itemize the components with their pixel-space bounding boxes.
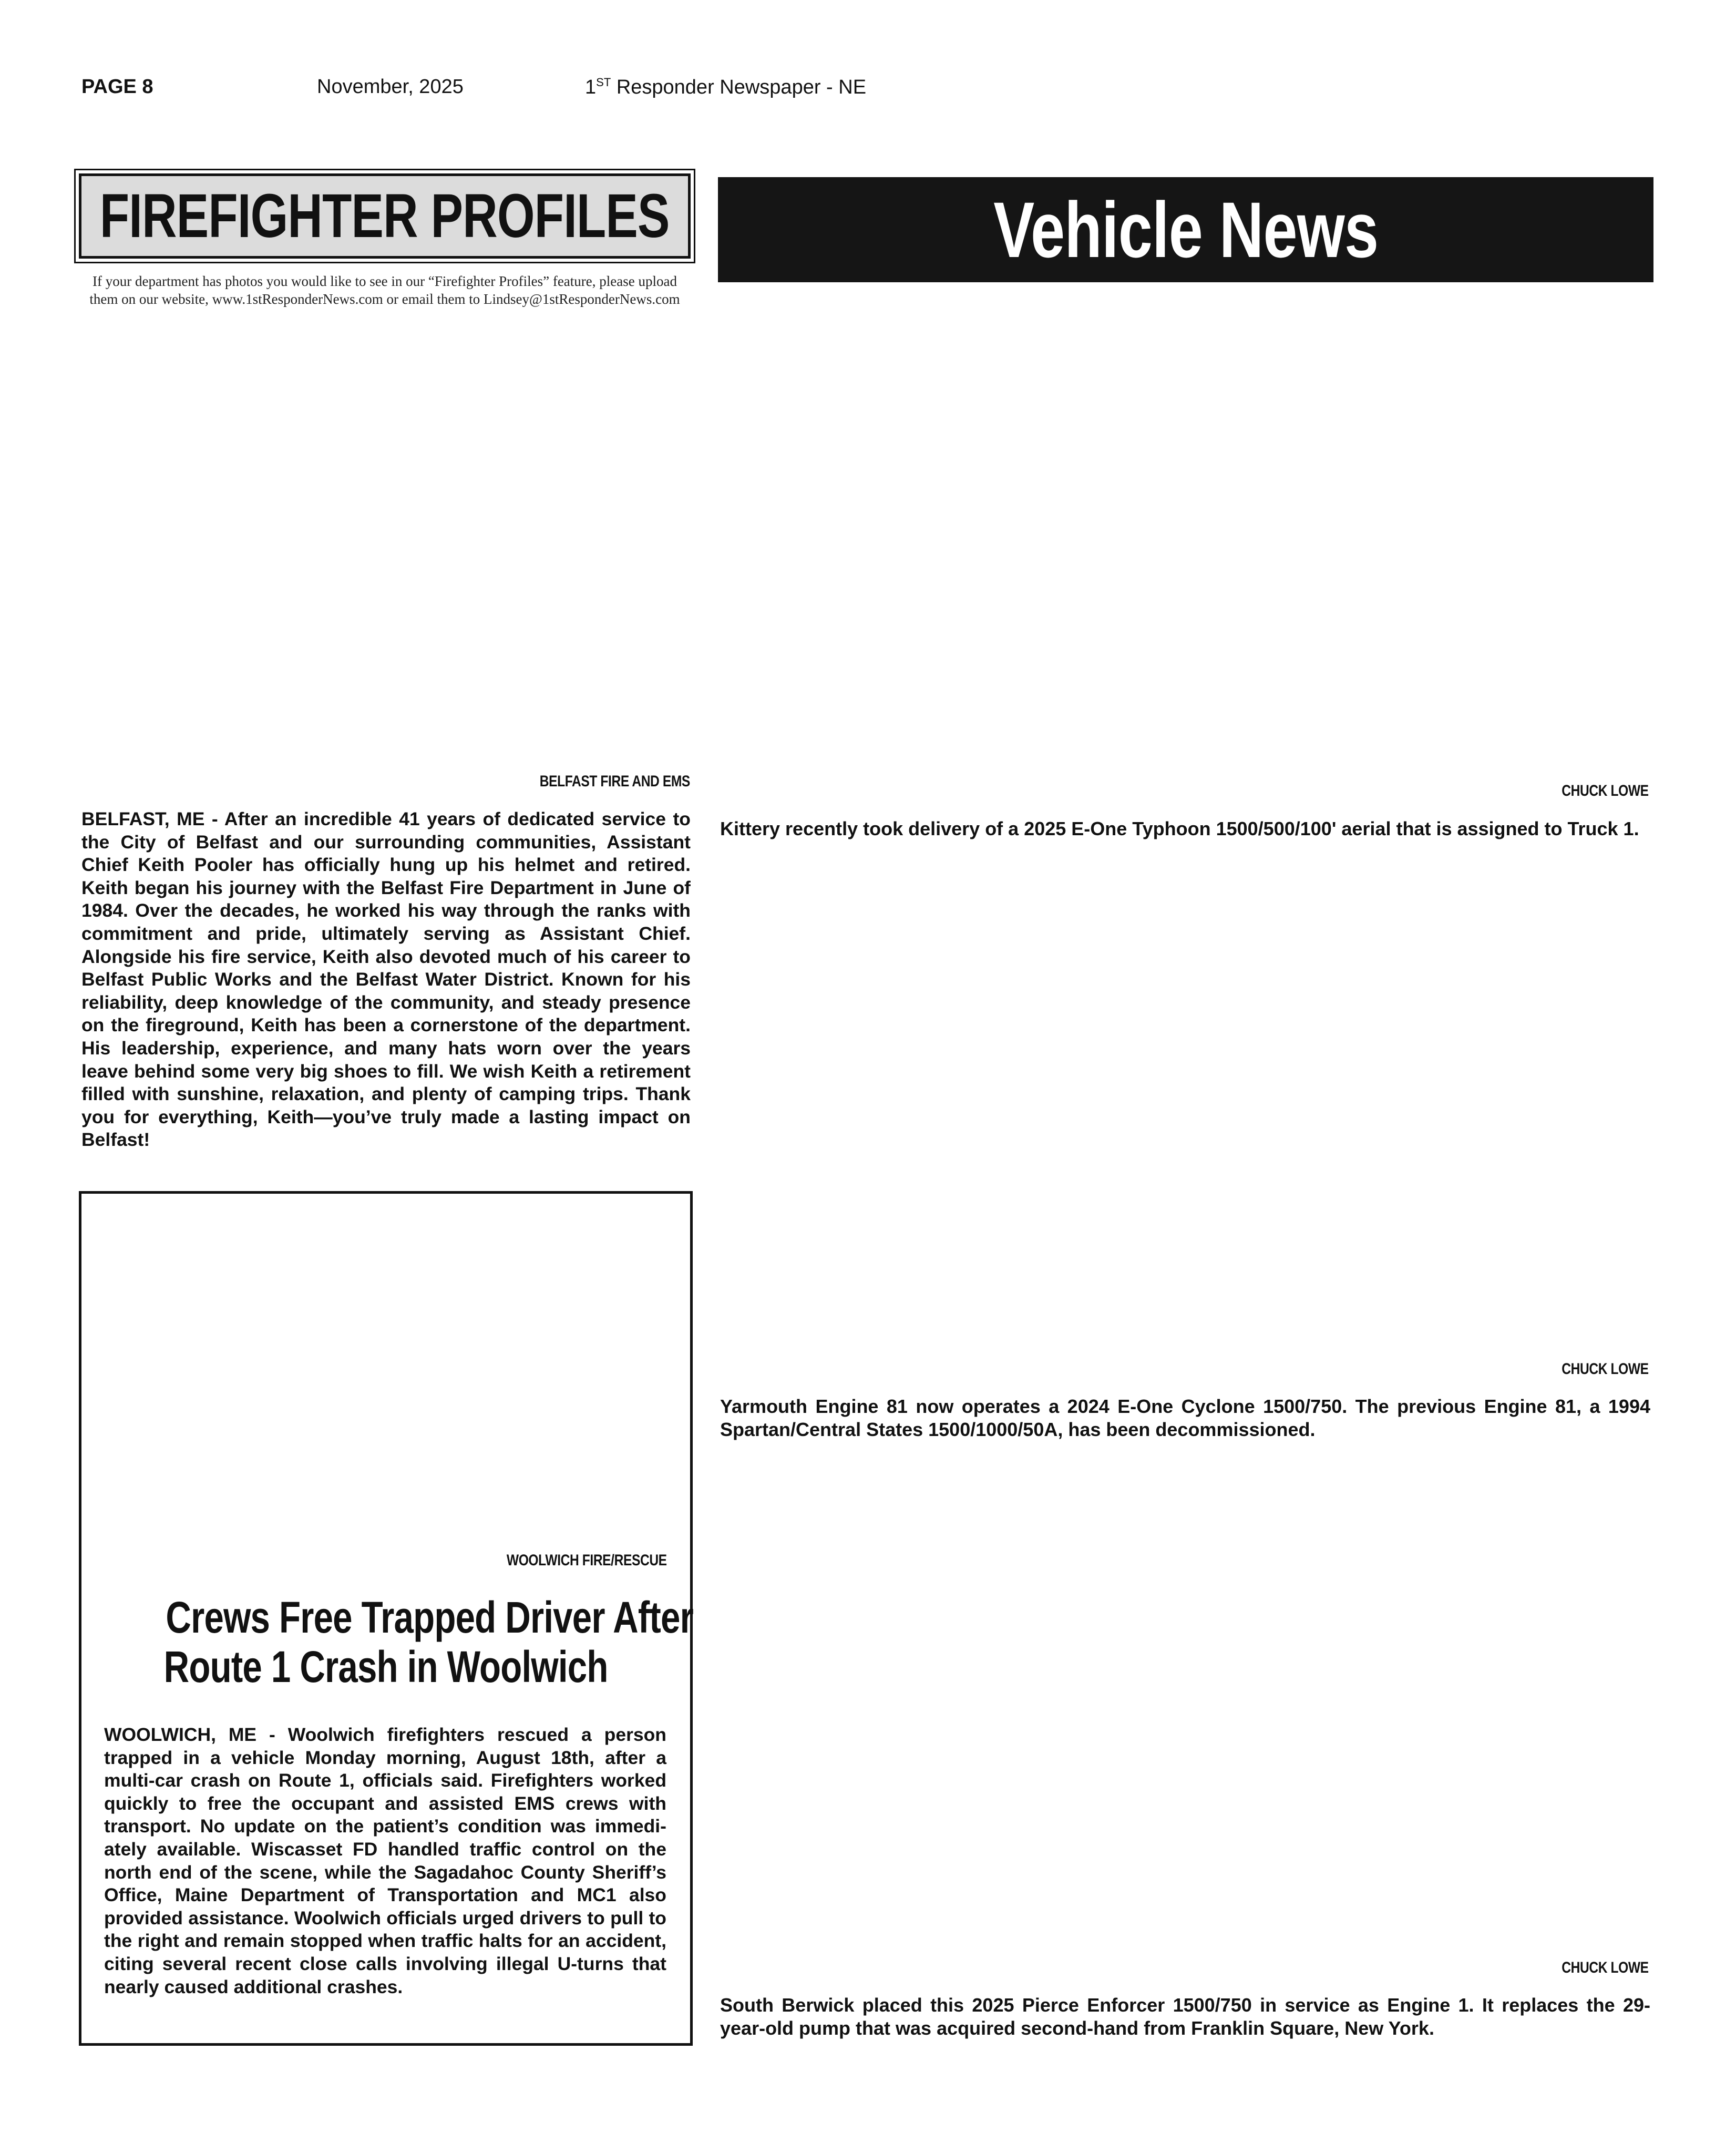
south-berwick-caption: South Berwick placed this 2025 Pierce Enforcer 1500/750 in service as Engine 1. It replaces the 29-year-old pump that was acquired second-hand from Franklin Square, New York. <box>720 1994 1650 2039</box>
kittery-photo-credit: CHUCK LOWE <box>1562 782 1649 799</box>
yarmouth-caption: Yarmouth Engine 81 now operates a 2024 E-One Cyclone 1500/750. The previous Engine 81, a 1994 Spartan/Central States 1500/1000/50A, has been decommissioned. <box>720 1396 1650 1440</box>
yarmouth-photo-credit: CHUCK LOWE <box>1562 1360 1649 1378</box>
newspaper-name-number: 1 <box>585 76 597 98</box>
kittery-caption: Kittery recently took delivery of a 2025 E-One Typhoon 1500/500/100' aerial that is assigned to Truck 1. <box>720 818 1639 839</box>
newspaper-name-superscript: ST <box>596 76 611 89</box>
vehicle-news-banner <box>718 177 1653 282</box>
newspaper-name-rest: Responder Newspaper - NE <box>611 76 867 98</box>
woolwich-headline <box>100 1593 693 1691</box>
woolwich-article-text: WOOLWICH, ME - Woolwich firefighters rescued a person trapped in a vehicle Monday morning, August 18th, after a multi-car crash on Route 1, officials said. Firefighters worked quickly to free the occupant and assisted EMS crews with transport. No update on the patient’s condition was immediately available. Wiscasset FD handled traffic control on the north end of the scene, while the Sagadahoc County Sheriff’s Office, Maine Department of Transportation and MC1 also provided assistance. Woolwich officials urged drivers to pull to the right and remain stopped when traffic halts for an accident, citing several recent close calls involving illegal U-turns that nearly caused additional crashes. <box>104 1724 666 1997</box>
woolwich-headline-line1: Crews Free Trapped Driver After <box>166 1593 693 1642</box>
vehicle-news-title: Vehicle News <box>993 185 1379 274</box>
south-berwick-photo-credit: CHUCK LOWE <box>1562 1959 1649 1976</box>
profiles-submission-note: If your department has photos you would like to see in our “Firefighter Profiles” feature, please upload them on our website, www.1stResponderNews.com or email them to Lindsey@1stResponderNews.com <box>89 273 680 307</box>
belfast-photo-credit: BELFAST FIRE AND EMS <box>539 773 690 790</box>
newspaper-name <box>585 77 866 97</box>
firefighter-profiles-title: FIREFIGHTER PROFILES <box>100 181 670 251</box>
page-number: PAGE 8 <box>81 76 153 98</box>
woolwich-photo-credit: WOOLWICH FIRE/RESCUE <box>507 1552 667 1569</box>
belfast-article-text: BELFAST, ME - After an incredible 41 years of dedicated service to the City of Belfast and our surrounding communities, Assistant Chief Keith Pooler has officially hung up his helmet and retired. Keith began his journey with the Belfast Fire Department in June of 1984. Over the decades, he worked his way through the ranks with commitment and pride, ultimately serving as Assistant Chief. Alongside his fire service, Keith also devoted much of his career to Belfast Public Works and the Belfast Water District. Known for his reliability, deep knowledge of the community, and steady presence on the fireground, Keith has been a cornerstone of the department. His leadership, experience, and many hats worn over the years leave behind some very big shoes to fill. We wish Keith a retirement filled with sunshine, relaxation, and plenty of camping trips. Thank you for everything, Keith—you’ve truly made a lasting impact on Belfast! <box>81 808 691 1151</box>
issue-date: November, 2025 <box>317 76 464 98</box>
firefighter-profiles-banner <box>79 173 691 259</box>
woolwich-headline-line2: Route 1 Crash in Woolwich <box>163 1642 608 1691</box>
